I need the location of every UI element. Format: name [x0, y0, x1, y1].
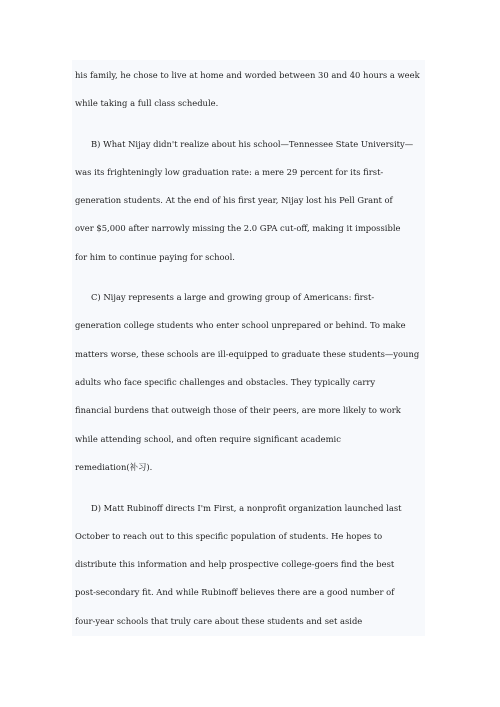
- text-line: financial burdens that outweigh those of their peers, are more likely to work: [75, 405, 401, 415]
- text-line: post-secondary fit. And while Rubinoff believes there are a good number of: [75, 587, 395, 597]
- text-line: distribute this information and help prospective college-goers find the best: [75, 559, 395, 569]
- text-line: adults who face specific challenges and obstacles. They typically carry: [75, 377, 376, 387]
- text-line: was its frighteningly low graduation rate: a mere 29 percent for its first-: [75, 167, 384, 177]
- text-line: four-year schools that truly care about these students and set aside: [75, 616, 363, 626]
- text-line: over $5,000 after narrowly missing the 2.0 GPA cut-off, making it impossible: [75, 223, 401, 233]
- text-line: generation students. At the end of his first year, Nijay lost his Pell Grant of: [75, 195, 393, 205]
- text-line: his family, he chose to live at home and worded between 30 and 40 hours a week: [75, 70, 420, 80]
- paragraph-d-first-line: D) Matt Rubinoff directs I'm First, a nonprofit organization launched last: [91, 503, 402, 513]
- text-line: for him to continue paying for school.: [75, 252, 235, 262]
- paragraph-b-first-line: B) What Nijay didn't realize about his school—Tennessee State University—: [91, 139, 414, 149]
- text-line: October to reach out to this specific population of students. He hopes to: [75, 531, 383, 541]
- paragraph-c-first-line: C) Nijay represents a large and growing group of Americans: first-: [91, 292, 375, 302]
- text-line: while attending school, and often require significant academic: [75, 434, 341, 444]
- text-line: remediation(补习).: [75, 462, 153, 472]
- text-line: generation college students who enter school unprepared or behind. To make: [75, 320, 406, 330]
- text-line: while taking a full class schedule.: [75, 98, 219, 108]
- text-line: matters worse, these schools are ill-equipped to graduate these students—young: [75, 349, 420, 359]
